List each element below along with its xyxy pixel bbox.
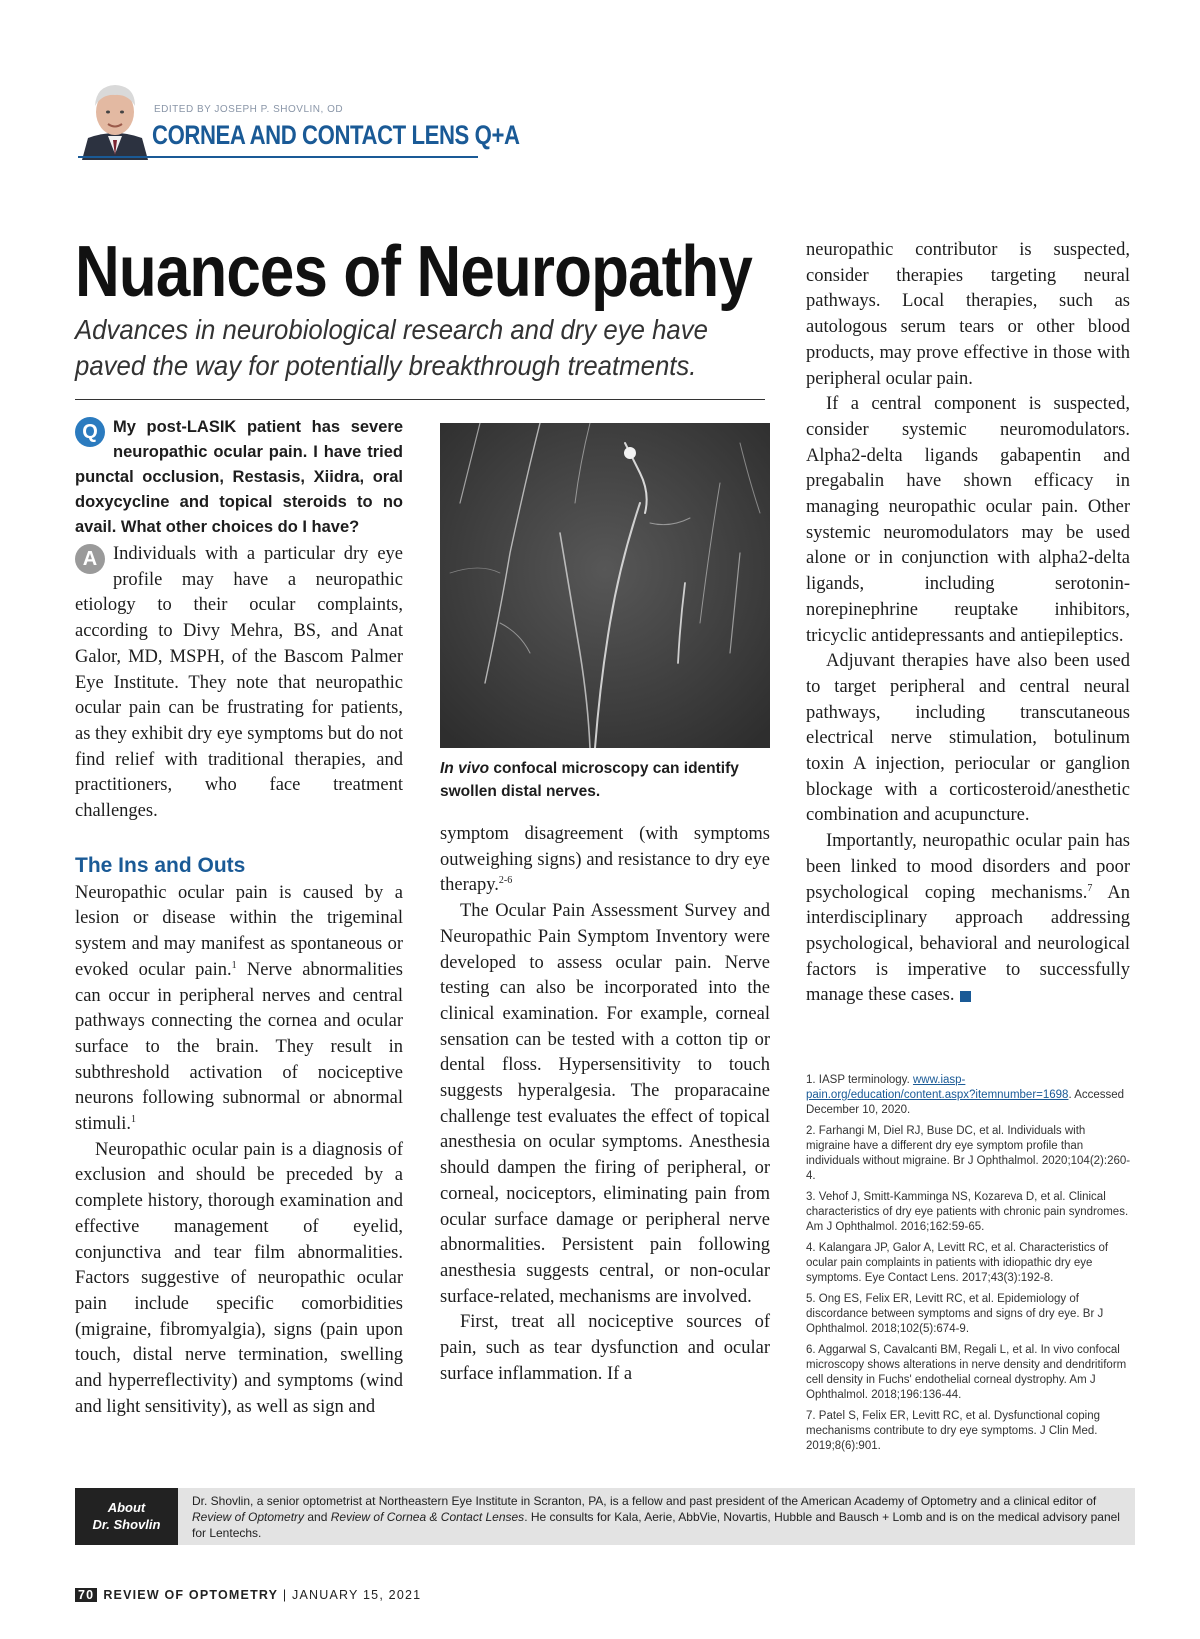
about-label-line: About <box>107 1500 146 1515</box>
body-paragraph: First, treat all nociceptive sources of pain, such as tear dysfunction and ocular surface inflammation. If a <box>440 1312 770 1384</box>
body-paragraph: Neuropathic ocular pain is a diagnosis of exclusion and should be preceded by a complete history, thorough examination and effective management of eyelid, conjunctiva and tear film abnormalities. Factors suggestive of neuropathic ocular pain include specific comorbidities (migraine, fibromyalgia), signs (pain upon touch, distal nerve termination, swelling and hyperreflectivity) and symptoms (wind and light sensitivity), as well as sign and <box>75 1139 403 1417</box>
body-text: An interdisciplinary approach addressing psychological, behavioral and neurological factors is imperative to successfully manage these cases. <box>806 882 1130 1006</box>
body-paragraph <box>806 829 1130 1009</box>
body-paragraph <box>75 881 403 1138</box>
section-subhead: The Ins and Outs <box>75 853 246 877</box>
about-text-part: and <box>304 1510 331 1524</box>
about-label <box>75 1488 178 1545</box>
reference-item: 5. Ong ES, Felix ER, Levitt RC, et al. Epidemiology of discordance between symptoms and signs of dry eye. Br J Ophthalmol. 2018;102(5):674-9. <box>806 1293 1104 1335</box>
article-deck: Advances in neurobiological research and dry eye have paved the way for potentially breakthrough treatments. <box>75 314 708 381</box>
body-text: Neuropathic ocular pain is caused by a lesion or disease within the trigeminal system and may manifest as spontaneous or evoked ocular pain. <box>75 882 403 980</box>
microscopy-figure <box>440 423 770 748</box>
reference-item: 2. Farhangi M, Diel RJ, Buse DC, et al. Individuals with migraine have a different dry eye symptom profile than individuals without migraine. Br J Ophthalmol. 2020;104(2):260-4. <box>806 1125 1131 1182</box>
about-text <box>192 1493 1122 1541</box>
answer-paragraph <box>75 542 403 825</box>
reference-item: 6. Aggarwal S, Cavalcanti BM, Regali L, et al. In vivo confocal microscopy shows alterations in nerve density and dendritiform cell density in Fuchs' endothelial corneal dystrophy. Am J Ophthalmol. 2018;196:136-44. <box>806 1344 1127 1401</box>
body-text: Importantly, neuropathic ocular pain has been linked to mood disorders and poor psychological coping mechanisms. <box>806 831 1130 903</box>
reference-text: . Accessed December 10, 2020. <box>806 1089 1125 1116</box>
citation: 7 <box>1087 882 1093 894</box>
question-badge-icon: Q <box>75 417 105 447</box>
about-text-part: . He consults for Kala, Aerie, AbbVie, Novartis, Hubble and Bausch + Lomb and is on the medical advisory panel for Lentechs. <box>192 1510 1120 1540</box>
caption-text: confocal microscopy can identify swollen distal nerves. <box>440 760 739 800</box>
caption-italic: In vivo <box>440 760 490 777</box>
header-rule <box>78 156 478 158</box>
body-paragraph: The Ocular Pain Assessment Survey and Neuropathic Pain Symptom Inventory were developed to assess ocular pain. Nerve testing can also be incorporated into the clinical examination. For example, corneal sensation can be tested with a cotton tip or dental floss. Hypersensitivity to touch suggests hyperalgesia. The proparacaine challenge test evaluates the effect of topical anesthesia on ocular symptoms. Anesthesia should dampen the firing of peripheral, or corneal, nociceptors, eliminating pain from ocular surface damage or peripheral nerve abnormalities. Persistent pain following anesthesia suggests central, or non-ocular surface-related, mechanisms are involved. <box>440 901 770 1307</box>
citation: 2-6 <box>498 875 513 887</box>
author-portrait <box>78 76 152 160</box>
reference-item <box>806 1073 1132 1118</box>
column-3 <box>806 238 1130 1009</box>
page-number: 70 <box>75 1588 97 1602</box>
reference-item: 3. Vehof J, Smitt-Kamminga NS, Kozareva D, et al. Clinical characteristics of dry eye patients with chronic pain syndromes. Am J Ophthalmol. 2016;162:59-65. <box>806 1191 1129 1233</box>
publication-name: REVIEW OF OPTOMETRY <box>103 1588 279 1602</box>
about-text-italic: Review of Cornea & Contact Lenses <box>330 1510 525 1524</box>
article-headline: Nuances of Neuropathy <box>75 232 752 312</box>
body-text: symptom disagreement (with symptoms outweighing signs) and resistance to dry eye therapy. <box>440 824 770 896</box>
footer-separator: | <box>282 1588 288 1602</box>
citation: 1 <box>231 959 237 971</box>
column-title: CORNEA AND CONTACT LENS Q+A <box>152 120 520 150</box>
body-text: Nerve abnormalities can occur in peripheral nerves and central pathways connecting the cornea and ocular surface to the brain. They result in subthreshold activation of nociceptive neurons following subnormal or abnormal stimuli. <box>75 959 404 1135</box>
body-paragraph <box>440 822 770 899</box>
about-label-line: Dr. Shovlin <box>92 1517 161 1532</box>
reference-item: 7. Patel S, Felix ER, Levitt RC, et al. Dysfunctional coping mechanisms contribute to dry eye symptoms. J Clin Med. 2019;8(6):901. <box>806 1410 1101 1452</box>
figure-caption <box>440 757 770 803</box>
about-text-italic: Review of Optometry <box>192 1510 305 1524</box>
reference-item: 4. Kalangara JP, Galor A, Levitt RC, et al. Characteristics of ocular pain complaints in patients with idiopathic dry eye symptoms. Eye Contact Lens. 2017;43(3):192-8. <box>806 1242 1109 1284</box>
column-2 <box>440 822 770 1387</box>
headline-divider <box>75 399 765 400</box>
answer-badge-icon: A <box>75 544 105 574</box>
body-paragraph: Adjuvant therapies have also been used to target peripheral and central neural pathways, including transcutaneous electrical nerve stimulation, botulinum toxin A injection, periocular or ganglion blockage with a corticosteroid/anesthetic combination and acupuncture. <box>806 651 1130 826</box>
page-footer <box>75 1588 421 1602</box>
issue-date: JANUARY 15, 2021 <box>292 1588 422 1602</box>
column-1 <box>75 415 403 1421</box>
column-header <box>78 76 520 164</box>
references <box>806 1073 1132 1460</box>
reference-link[interactable]: www.iasp-pain.org/education/content.aspx?itemnumber=1698 <box>806 1074 1069 1101</box>
question-text: My post-LASIK patient has severe neuropathic ocular pain. I have tried punctal occlusion, Restasis, Xiidra, oral doxycycline and topical steroids to no avail. What other choices do I have? <box>75 418 403 536</box>
body-paragraph: neuropathic contributor is suspected, consider therapies targeting neural pathways. Local therapies, such as autologous serum tears or other blood products, may prove effective in those with peripheral ocular pain. <box>806 240 1130 389</box>
citation: 1 <box>131 1113 137 1125</box>
reference-text: 1. IASP terminology. <box>806 1074 913 1086</box>
edited-by: EDITED BY JOSEPH P. SHOVLIN, OD <box>154 104 344 115</box>
end-mark-icon <box>960 991 971 1002</box>
answer-text: Individuals with a particular dry eye profile may have a neuropathic etiology to their ocular complaints, according to Divy Mehra, BS, and Anat Galor, MD, MSPH, of the Bascom Palmer Eye Institute. They note that neuropathic ocular pain can be frustrating for patients, as they exhibit dry eye symptoms but do not find relief with traditional therapies, and practitioners, who face treatment challenges. <box>75 544 403 822</box>
question-paragraph <box>75 415 403 540</box>
about-author-box <box>75 1488 1135 1545</box>
body-paragraph: If a central component is suspected, consider systemic neuromodulators. Alpha2-delta ligands gabapentin and pregabalin have shown efficacy in managing neuropathic ocular pain. Other systemic neuromodulators may be used alone or in conjunction with alpha2-delta ligands, including serotonin-norepinephrine reuptake inhibitors, tricyclic antidepressants and antiepileptics. <box>806 394 1130 646</box>
about-text-part: Dr. Shovlin, a senior optometrist at Northeastern Eye Institute in Scranton, PA, is a fellow and past president of the American Academy of Optometry and a clinical editor of <box>192 1494 1097 1508</box>
